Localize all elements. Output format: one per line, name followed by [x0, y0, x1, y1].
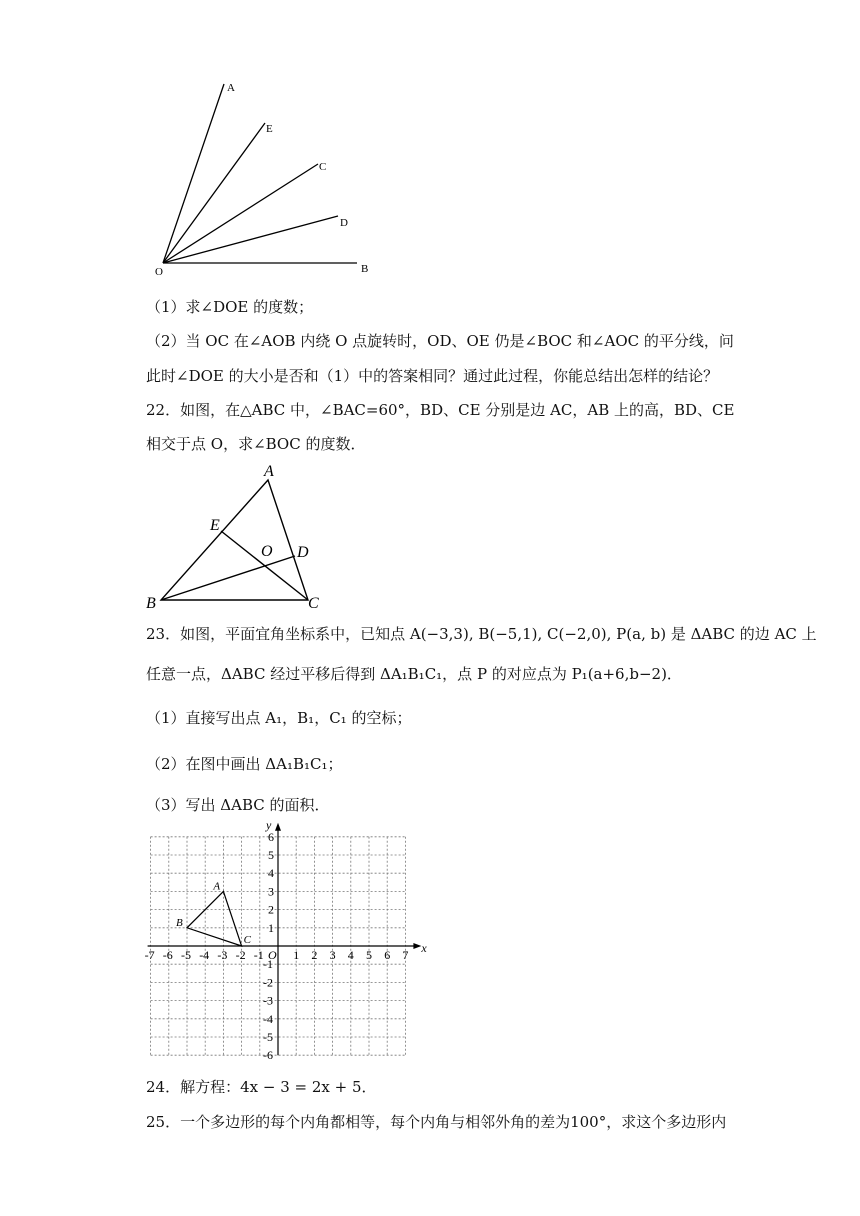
q21-part2-line2: 此时∠DOE 的大小是否和（1）中的答案相同？通过此过程，你能总结出怎样的结论？ [146, 367, 719, 385]
tri-label-b: B [146, 595, 156, 612]
x-tick-label: 4 [347, 948, 354, 962]
y-tick-label: -1 [263, 957, 273, 972]
y-tick-label: 5 [268, 848, 274, 862]
tri-label-c: C [308, 595, 319, 612]
q22-line1: 22．如图，在△ABC 中，∠BAC=60°，BD、CE 分别是边 AC，AB 上的高，BD、CE [146, 401, 735, 419]
label-e: E [266, 123, 273, 135]
x-tick-label: 2 [311, 948, 318, 962]
label-o: O [155, 266, 163, 278]
q23-part3: （3）写出 ΔABC 的面积． [146, 796, 330, 814]
x-tick-label: 5 [366, 948, 372, 962]
x-tick-label: 6 [384, 948, 391, 962]
y-tick-label: 4 [268, 866, 274, 881]
q21-part2-line1: （2）当 OC 在∠AOB 内绕 O 点旋转时，OD、OE 仍是∠BOC 和∠AOC 的平分线，问 [146, 332, 734, 350]
label-c: C [319, 161, 327, 173]
y-tick-label: 6 [268, 829, 274, 844]
y-tick-label: 1 [268, 920, 274, 935]
y-axis-arrow [275, 823, 281, 831]
x-axis-arrow [413, 943, 421, 949]
q23-line2: 任意一点，ΔABC 经过平移后得到 ΔA₁B₁C₁，点 P 的对应点为 P₁(a+6,b−2)． [146, 665, 682, 683]
ray-oc [163, 164, 318, 263]
q23-line1: 23．如图，平面宜角坐标系中，已知点 A(−3,3), B(−5,1), C(−2,0), P(a, b) 是 ΔABC 的边 AC 上 [146, 625, 817, 643]
y-tick-label: -2 [263, 975, 273, 990]
ray-oa [163, 84, 224, 263]
y-axis-label: y [266, 820, 272, 832]
triangle-figure [140, 458, 340, 616]
angle-figure [150, 78, 380, 278]
ray-od [163, 216, 338, 263]
coordinate-grid [140, 820, 430, 1060]
y-tick-label: 3 [268, 884, 274, 899]
tri-label-d: D [297, 544, 309, 561]
q23-part1: （1）直接写出点 A₁，B₁，C₁ 的空标； [146, 709, 412, 727]
y-tick-label: -4 [263, 1011, 273, 1026]
x-tick-label: 1 [293, 948, 300, 962]
x-tick-label: -4 [199, 948, 210, 962]
triangle-abc-grid [187, 891, 242, 946]
x-tick-label: -6 [162, 948, 173, 962]
y-tick-label: -3 [263, 993, 273, 1008]
point-label-a: A [213, 880, 221, 893]
x-axis-label: x [421, 941, 427, 955]
label-b: B [361, 263, 369, 275]
q22-line2: 相交于点 O，求∠BOC 的度数． [146, 435, 366, 453]
label-a: A [227, 82, 235, 94]
q23-part2: （2）在图中画出 ΔA₁B₁C₁； [146, 755, 343, 773]
tri-label-o: O [261, 543, 273, 560]
ray-oe [163, 123, 265, 263]
x-tick-label: 7 [402, 948, 409, 962]
tri-label-a: A [264, 463, 274, 480]
point-label-b: B [176, 916, 183, 929]
label-d: D [340, 217, 348, 229]
y-tick-label: -5 [263, 1030, 273, 1044]
origin-label: O [268, 948, 277, 962]
x-tick-label: -7 [144, 948, 155, 962]
q25-text: 25．一个多边形的每个内角都相等，每个内角与相邻外角的差为100°，求这个多边形内 [146, 1113, 727, 1131]
x-tick-label: -2 [235, 948, 246, 962]
tri-label-e: E [210, 517, 220, 534]
x-tick-label: -3 [217, 948, 228, 962]
x-tick-label: 3 [329, 948, 336, 962]
y-tick-label: 2 [268, 902, 274, 917]
q21-part1: （1）求∠DOE 的度数； [146, 298, 314, 316]
q24-text: 24．解方程：4x − 3 = 2x + 5． [146, 1078, 377, 1096]
x-tick-label: -5 [181, 948, 191, 962]
x-tick-label: -1 [253, 948, 264, 962]
y-tick-label: -6 [263, 1048, 273, 1060]
point-label-c: C [243, 934, 251, 946]
